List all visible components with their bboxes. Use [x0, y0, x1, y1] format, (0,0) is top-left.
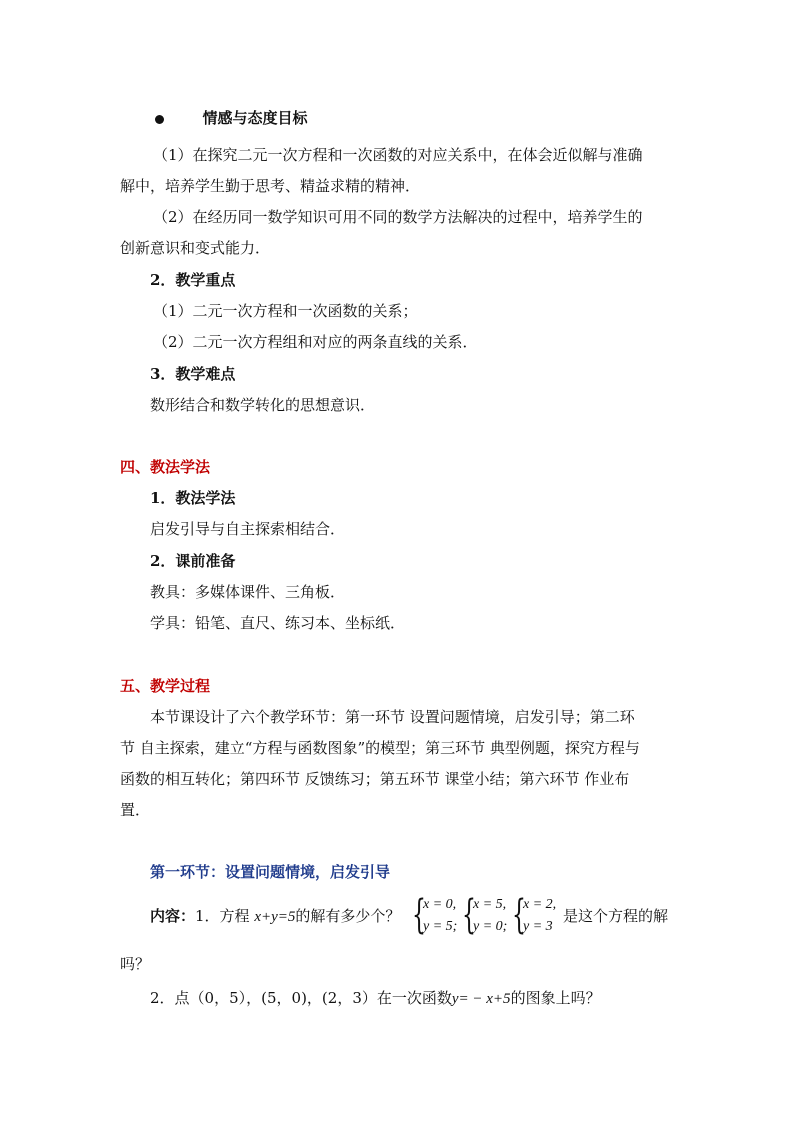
brace-icon: {: [412, 892, 426, 938]
process-line-2: 节 自主探索，建立“方程与函数图象”的模型；第三环节 典型例题，探究方程与: [120, 739, 640, 757]
brace-icon: {: [512, 892, 526, 938]
q1-suffix: 是这个方程的解: [563, 907, 669, 925]
brace-icon: {: [462, 892, 476, 938]
key-point-2: （2）二元一次方程组和对应的两条直线的关系．: [153, 333, 478, 351]
process-line-1: 本节课设计了六个教学环节：第一环节 设置问题情境，启发引导；第二环: [150, 708, 635, 726]
system-1-x: x = 0,: [423, 897, 457, 912]
system-2-y: y = 0;: [473, 919, 508, 934]
system-3-x: x = 2,: [523, 897, 557, 912]
content-label: 内容：: [150, 907, 196, 925]
system-3-y: y = 3: [523, 919, 553, 934]
process-line-3: 函数的相互转化；第四环节 反馈练习；第五环节 课堂小结；第六环节 作业布: [120, 770, 630, 788]
difficulties-text: 数形结合和数学转化的思想意识．: [150, 396, 376, 414]
difficulties-heading: 3．教学难点: [150, 365, 236, 383]
q1-mid: 的解有多少个？: [295, 907, 401, 925]
q2-prefix: 2．点（0，5），(5，0)，(2，3）在一次函数: [150, 989, 452, 1007]
student-tools: 学具：铅笔、直尺、练习本、坐标纸．: [150, 614, 406, 632]
method-text: 启发引导与自主探索相结合．: [150, 520, 346, 538]
emotion-goal-title: 情感与态度目标: [202, 109, 308, 127]
system-1-y: y = 5;: [423, 919, 458, 934]
system-2-x: x = 5,: [473, 897, 507, 912]
q1-tail: 吗？: [120, 955, 151, 973]
emotion-item-2-cont: 创新意识和变式能力．: [120, 239, 271, 257]
q2-suffix: 的图象上吗？: [510, 989, 601, 1007]
process-line-4: 置．: [120, 801, 151, 819]
emotion-goal-heading: [155, 108, 307, 128]
key-point-1: （1）二元一次方程和一次函数的关系；: [153, 302, 418, 320]
question-2-line: [150, 988, 601, 1009]
method-heading: 1．教法学法: [150, 489, 236, 507]
emotion-item-1: （1）在探究二元一次方程和一次函数的对应关系中，在体会近似解与准确: [153, 146, 643, 164]
q1-prefix: 1．方程: [195, 907, 250, 925]
prep-heading: 2．课前准备: [150, 552, 236, 570]
section4-title: 四、教法学法: [120, 458, 211, 476]
teacher-tools: 教具：多媒体课件、三角板．: [150, 583, 346, 601]
bullet-icon: [155, 115, 164, 124]
q1-equation: x+y=5: [254, 909, 296, 925]
emotion-item-1-cont: 解中，培养学生勤于思考、精益求精的精神．: [120, 177, 421, 195]
step1-title: 第一环节：设置问题情境，启发引导: [150, 863, 391, 881]
section5-title: 五、教学过程: [120, 677, 211, 695]
question-1-line: [150, 906, 400, 927]
q2-function: y= − x+5: [451, 991, 511, 1007]
key-points-heading: 2．教学重点: [150, 271, 236, 289]
emotion-item-2: （2）在经历同一数学知识可用不同的数学方法解决的过程中，培养学生的: [153, 208, 643, 226]
